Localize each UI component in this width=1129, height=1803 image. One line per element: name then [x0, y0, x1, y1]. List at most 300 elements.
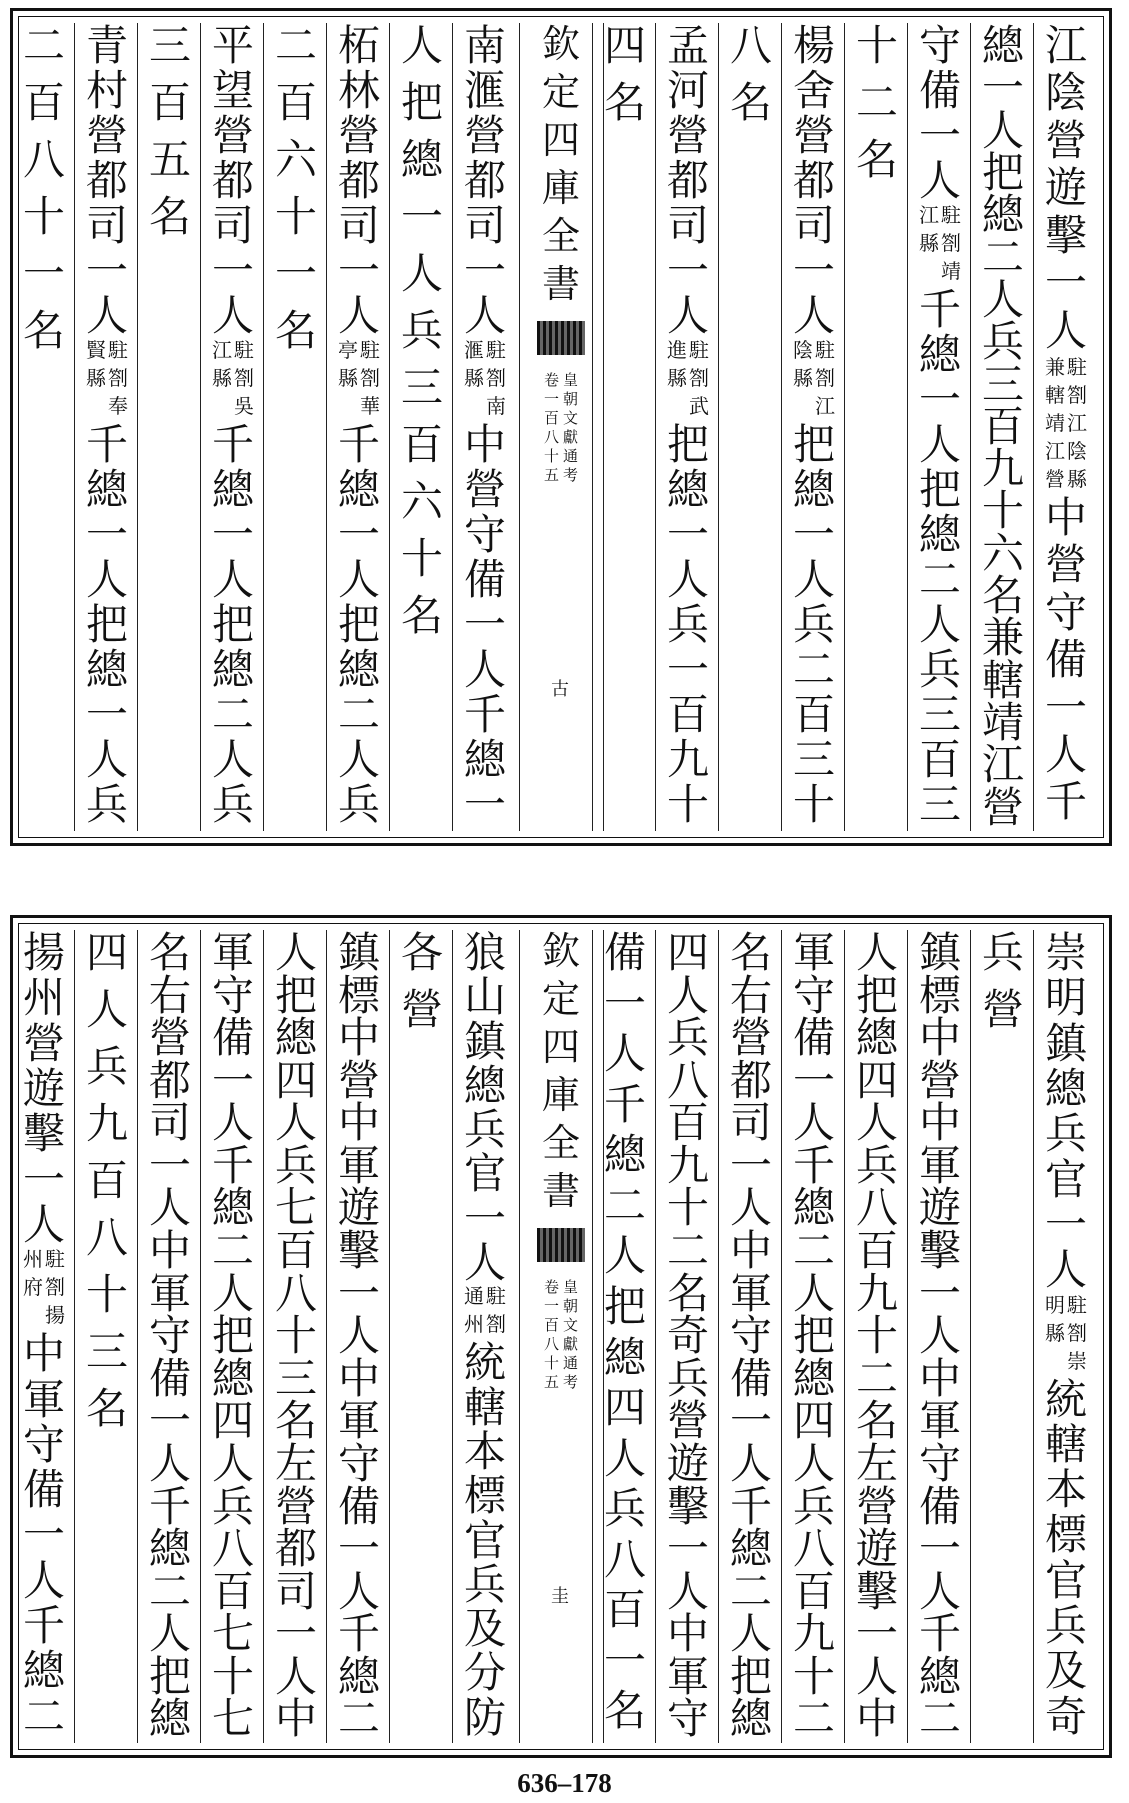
column-rule [200, 930, 201, 1743]
main-text-char: 人 [400, 249, 443, 298]
main-text-char: 人 [855, 1098, 898, 1148]
main-text-char: 軍 [666, 1651, 709, 1701]
main-text-char: 名 [274, 1396, 317, 1446]
main-text-char: 總 [211, 465, 254, 514]
banner-char: 獻 [563, 1335, 579, 1353]
column-rule [655, 930, 656, 1743]
main-text-char: 百 [855, 1226, 898, 1276]
main-text-char: 人 [603, 1029, 646, 1079]
main-text-char: 二 [666, 1226, 709, 1276]
note-char: 劄 [941, 231, 961, 255]
main-text-char: 八 [211, 1524, 254, 1574]
main-text-char: 八 [274, 1268, 317, 1318]
main-text-char: 二 [22, 21, 65, 70]
main-text-char: 兵 [855, 1140, 898, 1190]
text-column-left-4 [267, 928, 325, 1744]
main-text-char: 遊 [666, 1438, 709, 1488]
main-text-char: 十 [274, 1311, 317, 1361]
main-text-char: 兵 [1044, 1601, 1087, 1651]
text-column-left-4 [267, 21, 325, 829]
note-line [1044, 354, 1066, 497]
main-text-char: 南 [463, 21, 506, 70]
note-char: 駐 [486, 338, 506, 362]
main-text-char: 一 [1044, 1199, 1087, 1249]
note-line [233, 340, 255, 424]
main-text-char: 楊 [792, 21, 835, 70]
note-line [485, 1286, 507, 1342]
main-text-char: 一 [729, 1140, 772, 1190]
main-text-char: 一 [1044, 682, 1087, 732]
note-char: 駐 [360, 338, 380, 362]
main-text-char: 人 [463, 1238, 506, 1288]
main-text-char: 一 [918, 111, 961, 160]
main-text-char: 兵 [666, 1353, 709, 1403]
main-text-char: 人 [274, 1098, 317, 1148]
main-text-char: 兵 [603, 1484, 646, 1534]
main-text-char: 把 [792, 1311, 835, 1361]
text-column-left-5 [204, 21, 262, 829]
main-text-char: 千 [603, 1079, 646, 1129]
main-text-char: 兼 [981, 613, 1024, 663]
main-text-char: 備 [22, 1465, 65, 1515]
interlinear-note [1042, 354, 1090, 497]
note-char: 明 [1045, 1292, 1065, 1317]
main-text-char: 八 [666, 1055, 709, 1105]
banner-char: 文 [563, 409, 579, 427]
main-text-char: 總 [337, 645, 380, 694]
note-char: 縣 [1045, 1320, 1065, 1345]
main-text-char: 一 [463, 246, 506, 295]
main-text-char: 一 [85, 690, 128, 739]
column-rule [907, 930, 908, 1743]
main-text-char: 遊 [855, 1524, 898, 1574]
column-rule [137, 930, 138, 1743]
note-line [814, 340, 836, 424]
note-char: 駐 [1067, 1292, 1087, 1317]
main-text-char: 八 [85, 1213, 128, 1262]
note-char: 江 [919, 203, 939, 227]
main-text-char: 青 [85, 21, 128, 70]
main-text-char: 鎮 [337, 928, 380, 977]
main-text-char: 中 [666, 1609, 709, 1659]
note-line [792, 340, 814, 424]
main-text-char: 遊 [1044, 163, 1087, 213]
main-text-char: 兵 [918, 645, 961, 694]
note-char: 駐 [45, 1247, 65, 1272]
note-char: 亭 [338, 338, 358, 362]
main-text-char: 把 [85, 600, 128, 649]
main-text-char: 奇 [666, 1311, 709, 1361]
main-text-char: 百 [981, 401, 1024, 451]
main-text-char: 陰 [1044, 68, 1087, 118]
main-text-char: 人 [148, 1183, 191, 1233]
main-text-char: 名 [400, 591, 443, 640]
main-text-char: 官 [463, 1149, 506, 1199]
main-text-char: 備 [211, 1013, 254, 1063]
text-column-right-5 [785, 21, 843, 829]
main-text-char: 把 [337, 600, 380, 649]
banner-rule [519, 23, 520, 831]
main-text-char: 守 [918, 21, 961, 70]
main-text-char: 百 [792, 690, 835, 739]
main-text-char: 中 [337, 1098, 380, 1148]
main-text-char: 一 [337, 510, 380, 559]
main-text-char: 兵 [981, 928, 1024, 977]
main-text-char: 鎮 [1044, 1018, 1087, 1068]
note-char: 劄 [108, 366, 128, 390]
main-text-char: 人 [85, 985, 128, 1034]
main-text-char: 都 [729, 1055, 772, 1105]
main-text-char: 九 [855, 1268, 898, 1318]
banner-title-char: 欽 [541, 929, 580, 973]
main-text-char: 十 [666, 780, 709, 829]
main-text-char: 統 [463, 1338, 506, 1388]
main-text-char: 總 [981, 21, 1024, 70]
main-text-char: 營 [463, 111, 506, 160]
main-text-char: 中 [918, 1013, 961, 1063]
banner-title-char: 四 [541, 1025, 580, 1069]
main-text-char: 總 [855, 1013, 898, 1063]
main-text-char: 八 [855, 1183, 898, 1233]
main-text-char: 一 [211, 1055, 254, 1105]
main-text-char: 都 [337, 156, 380, 205]
note-char: 崇 [1067, 1348, 1087, 1373]
text-column-right-6 [722, 21, 780, 829]
main-text-char: 守 [211, 970, 254, 1020]
main-text-char: 把 [729, 1651, 772, 1701]
main-text-char: 總 [85, 465, 128, 514]
banner-char: 卷 [543, 1278, 559, 1296]
main-text-char: 二 [792, 645, 835, 694]
main-text-char: 兵 [666, 600, 709, 649]
main-text-char: 九 [666, 1140, 709, 1190]
main-text-char: 司 [463, 201, 506, 250]
note-char: 州 [23, 1247, 43, 1272]
main-text-char: 總 [85, 645, 128, 694]
main-text-char: 一 [211, 246, 254, 295]
main-text-char: 一 [666, 246, 709, 295]
main-text-char: 望 [211, 66, 254, 115]
main-text-char: 總 [918, 510, 961, 559]
main-text-char: 人 [666, 1566, 709, 1616]
main-text-char: 六 [981, 528, 1024, 578]
note-char: 賢 [86, 338, 106, 362]
main-text-char: 二 [211, 690, 254, 739]
main-text-char: 總 [918, 330, 961, 379]
column-rule [74, 930, 75, 1743]
main-text-char: 名 [855, 1396, 898, 1446]
note-char: 駐 [1067, 354, 1087, 379]
main-text-char: 總 [463, 1060, 506, 1110]
main-text-char: 村 [85, 66, 128, 115]
main-text-char: 軍 [22, 1374, 65, 1424]
main-text-char: 營 [918, 1055, 961, 1105]
main-text-char: 總 [792, 1353, 835, 1403]
main-text-char: 千 [337, 1609, 380, 1659]
main-text-char: 人 [337, 735, 380, 784]
main-text-char: 千 [918, 285, 961, 334]
main-text-char: 名 [274, 306, 317, 355]
main-text-char: 司 [85, 201, 128, 250]
main-text-char: 人 [855, 928, 898, 977]
main-text-char: 四 [603, 21, 646, 70]
main-text-char: 人 [463, 645, 506, 694]
main-text-char: 把 [855, 970, 898, 1020]
main-text-char: 林 [337, 66, 380, 115]
main-text-char: 各 [400, 928, 443, 977]
text-column-right-3 [911, 928, 969, 1744]
interlinear-note [1042, 1292, 1090, 1379]
text-column-right-1 [1037, 21, 1095, 829]
main-text-char: 十 [274, 192, 317, 241]
interlinear-note [664, 340, 712, 424]
note-line [359, 340, 381, 424]
main-text-char: 兵 [792, 600, 835, 649]
note-char: 揚 [45, 1303, 65, 1328]
main-text-char: 千 [85, 420, 128, 469]
note-char: 靖 [941, 259, 961, 283]
main-text-char: 把 [792, 420, 835, 469]
note-line [85, 340, 107, 424]
main-text-char: 一 [85, 510, 128, 559]
main-text-char: 一 [337, 1268, 380, 1318]
main-text-char: 四 [85, 928, 128, 977]
main-text-char: 一 [666, 645, 709, 694]
text-column-right-3 [911, 21, 969, 829]
main-text-char: 一 [792, 510, 835, 559]
banner-rule [603, 930, 604, 1743]
main-text-char: 一 [603, 978, 646, 1028]
main-text-char: 都 [463, 156, 506, 205]
note-char: 州 [464, 1312, 484, 1337]
column-rule [1033, 930, 1034, 1743]
note-line [940, 205, 962, 289]
text-column-right-6 [722, 928, 780, 1744]
column-rule [452, 930, 453, 1743]
main-text-char: 人 [85, 291, 128, 340]
note-char: 武 [689, 394, 709, 418]
main-text-char: 營 [337, 111, 380, 160]
main-text-char: 人 [918, 1566, 961, 1616]
main-text-char: 守 [337, 1438, 380, 1488]
note-char: 江 [815, 394, 835, 418]
main-text-char: 一 [792, 1055, 835, 1105]
main-text-char: 一 [400, 192, 443, 241]
main-text-char: 一 [463, 600, 506, 649]
main-text-char: 備 [337, 1481, 380, 1531]
main-text-char: 兵 [792, 1481, 835, 1531]
main-text-char: 兵 [274, 1140, 317, 1190]
main-text-char: 三 [918, 780, 961, 829]
main-text-char: 九 [981, 444, 1024, 494]
main-text-char: 千 [148, 1481, 191, 1531]
fish-tail-mark [537, 321, 585, 355]
main-text-char: 守 [666, 1694, 709, 1744]
main-text-char: 十 [400, 534, 443, 583]
note-char: 劄 [689, 366, 709, 390]
main-text-char: 四 [792, 1396, 835, 1446]
main-text-char: 及 [463, 1604, 506, 1654]
main-text-char: 人 [729, 1183, 772, 1233]
main-text-char: 人 [666, 555, 709, 604]
main-text-char: 十 [792, 1651, 835, 1701]
note-char: 府 [23, 1275, 43, 1300]
main-text-char: 一 [22, 1154, 65, 1204]
main-text-char: 奇 [1044, 1691, 1087, 1741]
main-text-char: 人 [211, 1098, 254, 1148]
main-text-char: 百 [274, 1226, 317, 1276]
banner-char: 五 [543, 1373, 559, 1391]
main-text-char: 一 [918, 1268, 961, 1318]
note-line [463, 1286, 485, 1342]
main-text-char: 右 [148, 970, 191, 1020]
main-text-char: 人 [918, 600, 961, 649]
main-text-char: 四 [274, 1055, 317, 1105]
main-text-char: 人 [666, 970, 709, 1020]
main-text-char: 總 [1044, 1063, 1087, 1113]
main-text-char: 營 [274, 1481, 317, 1531]
main-text-char: 七 [211, 1609, 254, 1659]
note-char: 劄 [360, 366, 380, 390]
banner-title-char: 書 [541, 262, 580, 306]
main-text-char: 千 [211, 420, 254, 469]
note-char: 靖 [1045, 410, 1065, 435]
main-text-char: 營 [855, 1481, 898, 1531]
folio-number: 古 [551, 679, 569, 700]
note-char: 駐 [486, 1284, 506, 1309]
column-rule [326, 930, 327, 1743]
main-text-char: 軍 [337, 1396, 380, 1446]
main-text-char: 舍 [792, 66, 835, 115]
text-column-left-2 [393, 928, 451, 1741]
main-text-char: 三 [981, 359, 1024, 409]
banner-char: 皇 [563, 1278, 579, 1296]
center-banner [521, 22, 601, 829]
main-text-char: 兵 [400, 306, 443, 355]
main-text-char: 右 [729, 970, 772, 1020]
main-text-char: 擊 [22, 1109, 65, 1159]
main-text-char: 總 [211, 1183, 254, 1233]
note-char: 劄 [815, 366, 835, 390]
main-text-char: 百 [148, 78, 191, 127]
main-text-char: 七 [211, 1694, 254, 1744]
main-text-char: 河 [666, 66, 709, 115]
main-text-char: 營 [463, 465, 506, 514]
main-text-char: 備 [792, 1013, 835, 1063]
note-char: 駐 [689, 338, 709, 362]
banner-char: 卷 [543, 371, 559, 389]
main-text-char: 名 [855, 135, 898, 184]
main-text-char: 十 [22, 192, 65, 241]
main-text-char: 都 [666, 156, 709, 205]
main-text-char: 總 [792, 465, 835, 514]
main-text-char: 五 [148, 135, 191, 184]
interlinear-note [209, 340, 257, 424]
main-text-char: 兵 [337, 780, 380, 829]
main-text-char: 人 [855, 1651, 898, 1701]
note-char: 縣 [86, 366, 106, 390]
banner-char: 十 [543, 447, 559, 465]
main-text-char: 千 [463, 690, 506, 739]
main-text-char: 中 [1044, 492, 1087, 542]
main-text-char: 二 [603, 1180, 646, 1230]
main-text-char: 總 [22, 1646, 65, 1696]
text-column-left-7 [78, 928, 136, 1741]
banner-book-title [563, 1280, 578, 1394]
main-text-char: 標 [463, 1471, 506, 1521]
main-text-char: 滙 [463, 66, 506, 115]
main-text-char: 明 [1044, 973, 1087, 1023]
note-line [463, 340, 485, 424]
note-char: 縣 [793, 366, 813, 390]
main-text-char: 把 [211, 600, 254, 649]
main-text-char: 百 [666, 1098, 709, 1148]
main-text-char: 九 [85, 1099, 128, 1148]
main-text-char: 二 [981, 232, 1024, 282]
banner-char: 皇 [563, 371, 579, 389]
main-text-char: 一 [211, 510, 254, 559]
main-text-char: 三 [918, 690, 961, 739]
main-text-char: 百 [918, 735, 961, 784]
main-text-char: 十 [981, 486, 1024, 536]
main-text-char: 兵 [85, 780, 128, 829]
main-text-char: 防 [463, 1692, 506, 1742]
note-char: 華 [360, 394, 380, 418]
main-text-char: 二 [729, 1566, 772, 1616]
column-rule [1033, 23, 1034, 831]
note-char: 劄 [486, 366, 506, 390]
interlinear-note [20, 1249, 68, 1333]
note-char: 南 [486, 394, 506, 418]
banner-char: 文 [563, 1316, 579, 1334]
main-text-char: 人 [274, 928, 317, 977]
main-text-char: 備 [918, 66, 961, 115]
main-text-char: 名 [729, 78, 772, 127]
banner-char: 朝 [563, 1297, 579, 1315]
main-text-char: 營 [666, 111, 709, 160]
main-text-char: 都 [274, 1524, 317, 1574]
main-text-char: 營 [85, 111, 128, 160]
column-rule [718, 930, 719, 1743]
main-text-char: 營 [666, 1396, 709, 1446]
main-text-char: 二 [918, 555, 961, 604]
note-char: 縣 [667, 366, 687, 390]
main-text-char: 人 [463, 291, 506, 340]
main-text-char: 人 [211, 291, 254, 340]
main-text-char: 把 [918, 465, 961, 514]
note-char: 江 [1045, 438, 1065, 463]
column-rule [263, 23, 264, 831]
main-text-char: 守 [148, 1311, 191, 1361]
main-text-char: 把 [603, 1281, 646, 1331]
main-text-char: 左 [855, 1438, 898, 1488]
main-text-char: 一 [463, 1193, 506, 1243]
column-rule [452, 23, 453, 831]
main-text-char: 總 [603, 1332, 646, 1382]
main-text-char: 百 [792, 1566, 835, 1616]
note-char: 劄 [1067, 382, 1087, 407]
note-char: 江 [1067, 410, 1087, 435]
main-text-char: 總 [337, 465, 380, 514]
main-text-char: 總 [981, 190, 1024, 240]
main-text-char: 十 [855, 21, 898, 70]
text-column-right-2 [974, 21, 1032, 832]
main-text-char: 一 [666, 510, 709, 559]
main-text-char: 總 [729, 1524, 772, 1574]
main-text-char: 標 [337, 970, 380, 1020]
main-text-char: 中 [918, 1098, 961, 1148]
main-text-char: 總 [603, 1130, 646, 1180]
